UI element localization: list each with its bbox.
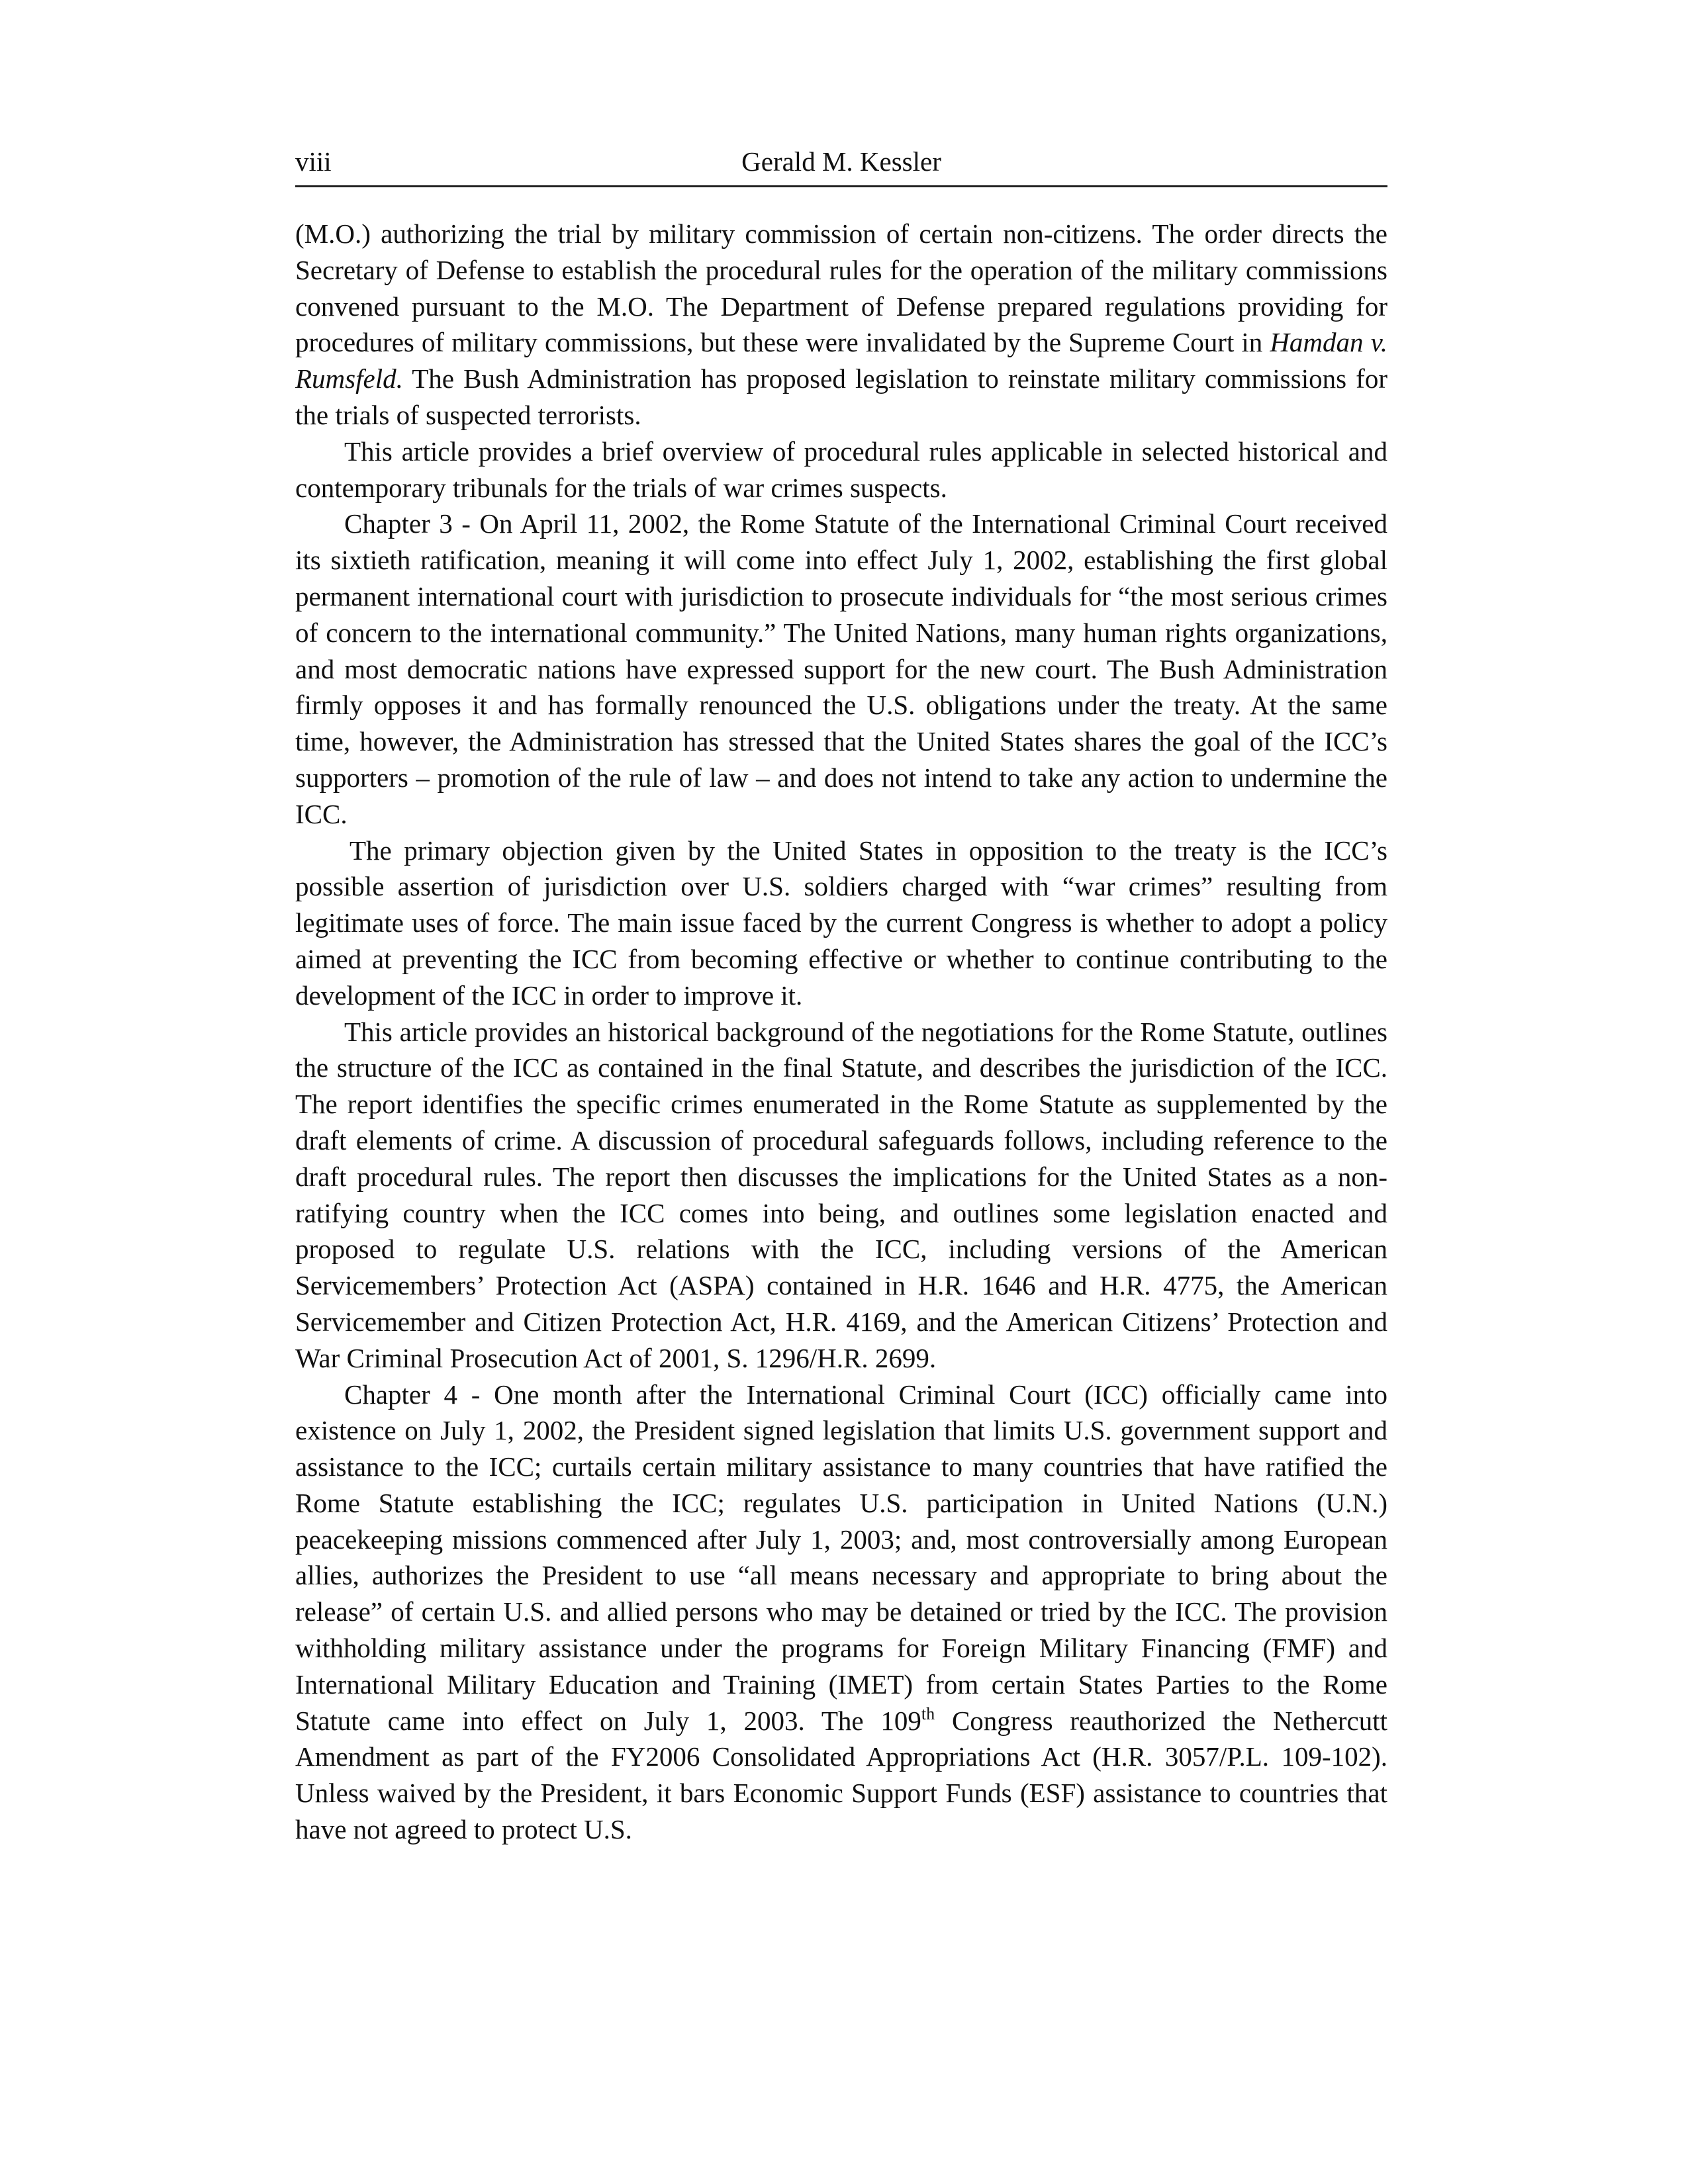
paragraph-chapter-3: Chapter 3 - On April 11, 2002, the Rome Statute of the International Criminal Court received its sixtieth ratification, meaning it will come into effect July 1, 2002, establishing the first global permanent international court with jurisdiction to prosecute individuals for “the most serious crimes of concern to the international community.” The United Nations, many human rights organizations, and most democratic nations have expressed support for the new court. The Bush Administration firmly opposes it and has formally renounced the U.S. obligations under the treaty. At the same time, however, the Administration has stressed that the United States shares the goal of the ICC’s supporters – promotion of the rule of law – and does not intend to take any action to undermine the ICC. (295, 508, 1387, 829)
body-text (295, 216, 1387, 1848)
paragraph-chapter-4 (295, 1377, 1387, 1848)
running-head-author: Gerald M. Kessler (741, 146, 941, 177)
superscript-ordinal: th (921, 1704, 935, 1723)
page-number: viii (295, 146, 332, 177)
paragraph-text: Chapter 4 - One month after the International Criminal Court (ICC) officially came into existence on July 1, 2002, the President signed legislation that limits U.S. government support and assistance to the ICC; curtails certain military assistance to many countries that have ratified the Rome Statute establishing the ICC; regulates U.S. participation in United Nations (U.N.) peacekeeping missions commenced after July 1, 2003; and, most controversially among European allies, authorizes the President to use “all means necessary and appropriate to bring about the release” of certain U.S. and allied persons who may be detained or tried by the ICC. The provision withholding military assistance under the programs for Foreign Military Financing (FMF) and International Military Education and Training (IMET) from certain States Parties to the Rome Statute came into effect on July 1, 2003. The 109 (295, 1379, 1387, 1736)
case-name: Hamdan v. Rumsfeld. (295, 327, 1387, 394)
paragraph-primary-objection: The primary objection given by the United States in opposition to the treaty is the ICC’s possible assertion of jurisdiction over U.S. soldiers charged with “war crimes” resulting from legitimate uses of force. The main issue faced by the current Congress is whether to adopt a policy aimed at preventing the ICC from becoming effective or whether to continue contributing to the development of the ICC in order to improve it. (295, 835, 1387, 1011)
paragraph-text: The Bush Administration has proposed legislation to reinstate military commissions for the trials of suspected terrorists. (295, 363, 1387, 430)
paragraph-military-commissions (295, 216, 1387, 433)
paragraph-text: (M.O.) authorizing the trial by military commission of certain non-citizens. The order directs the Secretary of Defense to establish the procedural rules for the operation of the military commissions convened pursuant to the M.O. The Department of Defense prepared regulations providing for procedures of military commissions, but these were invalidated by the Supreme Court in (295, 218, 1387, 358)
page-header (295, 138, 1387, 187)
paragraph-historical-background: This article provides an historical background of the negotiations for the Rome Statute, outlines the structure of the ICC as contained in the final Statute, and describes the jurisdiction of the ICC. The report identifies the specific crimes enumerated in the Rome Statute as supplemented by the draft elements of crime. A discussion of procedural safeguards follows, including reference to the draft procedural rules. The report then discusses the implications for the United States as a non-ratifying country when the ICC comes into being, and outlines some legislation enacted and proposed to regulate U.S. relations with the ICC, including versions of the American Servicemembers’ Protection Act (ASPA) contained in H.R. 1646 and H.R. 4775, the American Servicemember and Citizen Protection Act, H.R. 4169, and the American Citizens’ Protection and War Criminal Prosecution Act of 2001, S. 1296/H.R. 2699. (295, 1016, 1387, 1373)
paragraph-text: Congress reauthorized the Nethercutt Amendment as part of the FY2006 Consolidated Appropriations Act (H.R. 3057/P.L. 109-102). Unless waived by the President, it bars Economic Support Funds (ESF) assistance to countries that have not agreed to protect U.S. (295, 1705, 1387, 1845)
paragraph-article-overview: This article provides a brief overview of procedural rules applicable in selected historical and contemporary tribunals for the trials of war crimes suspects. (295, 435, 1387, 503)
